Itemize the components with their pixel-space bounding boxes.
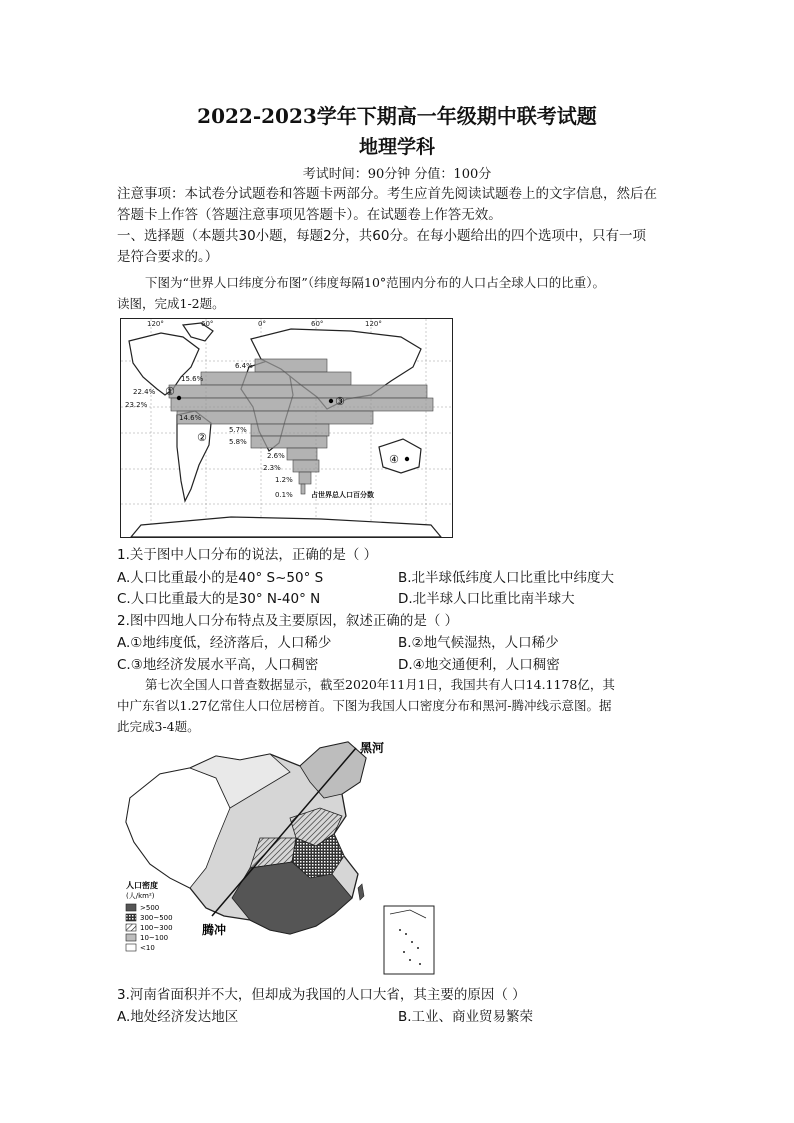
legend-item-5: <10 xyxy=(140,944,155,952)
legend-item-4: 10~100 xyxy=(140,934,169,942)
legend-item-1: >500 xyxy=(140,904,160,912)
legend-title: 人口密度 xyxy=(126,881,158,890)
intro-q3-4 xyxy=(117,674,697,737)
bar-30N xyxy=(171,398,433,411)
notice-line-2: 答题卡上作答（答题注意事项见答题卡）。在试题卷上作答无效。 xyxy=(117,207,502,223)
china-map-svg xyxy=(120,738,440,978)
pct-20N: 14.6% xyxy=(179,414,202,422)
bar-50N xyxy=(201,372,351,385)
bar-40N xyxy=(169,385,427,398)
q1-option-c[interactable]: C.人口比重最大的是30° N-40° N xyxy=(117,591,321,607)
china-population-map xyxy=(120,738,440,978)
legend-item-3: 100~300 xyxy=(140,924,173,932)
section-heading-line-2: 是符合要求的。） xyxy=(117,249,219,265)
antarctica-shape xyxy=(131,517,441,537)
notice-line-1: 注意事项：本试卷分试题卷和答题卡两部分。考生应首先阅读试题卷上的文字信息，然后在 xyxy=(117,186,657,202)
bar-60N xyxy=(255,359,327,372)
bar-10N xyxy=(251,424,329,436)
q3-option-b[interactable]: B.工业、商业贸易繁荣 xyxy=(398,1009,534,1025)
exam-title: 2022-2023学年下期高一年级期中联考试题 xyxy=(197,104,597,128)
bar-30S xyxy=(299,472,311,484)
bar-40S xyxy=(301,484,305,494)
exam-info: 考试时间：90分钟 分值：100分 xyxy=(302,167,492,182)
q1-stem: 1.关于图中人口分布的说法，正确的是（ ） xyxy=(117,547,378,563)
bar-10S xyxy=(287,448,317,460)
pct-40N: 22.4% xyxy=(133,388,156,396)
q3-option-a[interactable]: A.地处经济发达地区 xyxy=(117,1009,239,1025)
lon-label-2: 60° xyxy=(201,320,214,328)
label-heihe: 黑河 xyxy=(360,741,385,755)
pct-10N: 5.7% xyxy=(229,426,247,434)
marker-4: ④ xyxy=(389,453,399,466)
legend-unit: (人/km²) xyxy=(126,892,155,900)
pct-60N: 6.4% xyxy=(235,362,253,370)
bar-20N xyxy=(177,411,373,424)
lon-label-1: 120° xyxy=(147,320,164,328)
intro2-line-2: 中广东省以1.27亿常住人口位居榜首。下图为我国人口密度分布和黑河-腾冲线示意图。据 xyxy=(117,698,612,713)
lon-label-3: 0° xyxy=(258,320,266,328)
q2-stem: 2.图中四地人口分布特点及主要原因，叙述正确的是（ ） xyxy=(117,613,459,629)
density-legend xyxy=(126,880,173,952)
q2-option-c[interactable]: C.③地经济发展水平高，人口稠密 xyxy=(117,657,319,673)
pct-10S: 2.6% xyxy=(267,452,285,460)
intro-q1-2 xyxy=(117,272,697,314)
q1-option-a[interactable]: A.人口比重最小的是40° S~50° S xyxy=(117,570,324,586)
intro2-line-3: 此完成3-4题。 xyxy=(117,719,200,734)
pct-0: 5.8% xyxy=(229,438,247,446)
intro-line-2: 读图，完成1-2题。 xyxy=(117,296,225,311)
world-population-map xyxy=(120,318,453,538)
section-heading-line-1: 一、选择题（本题共30小题，每题2分，共60分。在每小题给出的四个选项中，只有一项 xyxy=(117,228,646,244)
subject-title: 地理学科 xyxy=(358,136,435,158)
label-tengchong: 腾冲 xyxy=(202,923,227,937)
q3-stem: 3.河南省面积并不大，但却成为我国的人口大省，其主要的原因（ ） xyxy=(117,987,526,1003)
map-legend: 占世界总人口百分数 xyxy=(311,491,374,499)
marker-2: ② xyxy=(197,431,207,444)
south-china-sea-inset xyxy=(384,906,434,974)
marker-3: ③ xyxy=(335,395,345,408)
lon-label-5: 120° xyxy=(365,320,382,328)
pct-40S: 0.1% xyxy=(275,491,293,499)
australia-shape xyxy=(379,439,421,473)
notice xyxy=(117,184,687,268)
bar-20S xyxy=(293,460,319,472)
pct-20S: 2.3% xyxy=(263,464,281,472)
pct-30N: 23.2% xyxy=(125,401,148,409)
marker-1: ① xyxy=(165,385,175,398)
legend-item-2: 300~500 xyxy=(140,914,173,922)
lon-label-4: 60° xyxy=(311,320,324,328)
world-map-svg xyxy=(121,319,452,537)
intro-line-1: 下图为“世界人口纬度分布图”（纬度每隔10°范围内分布的人口占全球人口的比重）。 xyxy=(145,275,605,290)
pct-50N: 15.6% xyxy=(181,375,204,383)
q2-option-a[interactable]: A.①地纬度低，经济落后，人口稀少 xyxy=(117,635,332,651)
q2-option-d[interactable]: D.④地交通便利，人口稠密 xyxy=(398,657,560,673)
q1-option-b[interactable]: B.北半球低纬度人口比重比中纬度大 xyxy=(398,570,615,586)
intro2-line-1: 第七次全国人口普查数据显示，截至2020年11月1日，我国共有人口14.1178亿，其 xyxy=(145,677,615,692)
pct-30S: 1.2% xyxy=(275,476,293,484)
q2-option-b[interactable]: B.②地气候湿热，人口稀少 xyxy=(398,635,559,651)
q1-option-d[interactable]: D.北半球人口比重比南半球大 xyxy=(398,591,575,607)
bar-0 xyxy=(251,436,327,448)
